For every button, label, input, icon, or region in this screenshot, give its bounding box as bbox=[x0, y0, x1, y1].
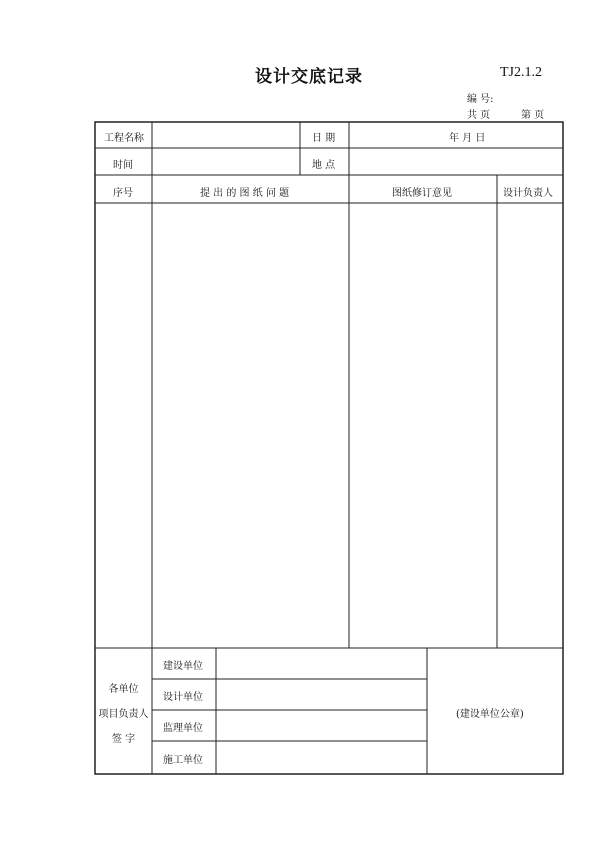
date-label: 日 期 bbox=[312, 133, 336, 144]
signature-label-line1: 各单位 bbox=[108, 684, 139, 695]
project-name-field[interactable] bbox=[153, 123, 299, 147]
issues-area[interactable] bbox=[153, 204, 348, 647]
place-label: 地 点 bbox=[312, 160, 336, 171]
signature-field-construction[interactable] bbox=[217, 649, 426, 678]
column-designer: 设计负责人 bbox=[503, 188, 553, 199]
signature-label-line3: 签 字 bbox=[111, 734, 136, 745]
date-value[interactable]: 年 月 日 bbox=[449, 133, 486, 144]
column-revisions: 图纸修订意见 bbox=[392, 188, 452, 199]
page-number: 第 页 bbox=[521, 110, 545, 121]
unit-contractor: 施工单位 bbox=[163, 755, 203, 766]
page-title: 设计交底记录 bbox=[255, 67, 363, 87]
unit-supervision: 监理单位 bbox=[163, 723, 203, 734]
project-name-label: 工程名称 bbox=[104, 133, 144, 144]
unit-design: 设计单位 bbox=[163, 692, 203, 703]
seq-area[interactable] bbox=[96, 204, 151, 647]
total-pages: 共 页 bbox=[467, 110, 491, 121]
designer-area[interactable] bbox=[498, 204, 562, 647]
time-field[interactable] bbox=[153, 149, 299, 174]
unit-construction: 建设单位 bbox=[163, 661, 203, 672]
signature-label-line2: 项目负责人 bbox=[98, 709, 149, 720]
number-label: 编 号: bbox=[467, 94, 494, 105]
signature-field-contractor[interactable] bbox=[217, 742, 426, 773]
place-field[interactable] bbox=[350, 149, 562, 174]
column-seq: 序号 bbox=[113, 188, 133, 199]
column-issues: 提 出 的 图 纸 问 题 bbox=[200, 188, 290, 199]
signature-field-design[interactable] bbox=[217, 680, 426, 709]
form-code: TJ2.1.2 bbox=[500, 65, 542, 80]
signature-field-supervision[interactable] bbox=[217, 711, 426, 740]
time-label: 时间 bbox=[113, 160, 133, 171]
seal-label: (建设单位公章) bbox=[456, 709, 524, 720]
revisions-area[interactable] bbox=[350, 204, 496, 647]
